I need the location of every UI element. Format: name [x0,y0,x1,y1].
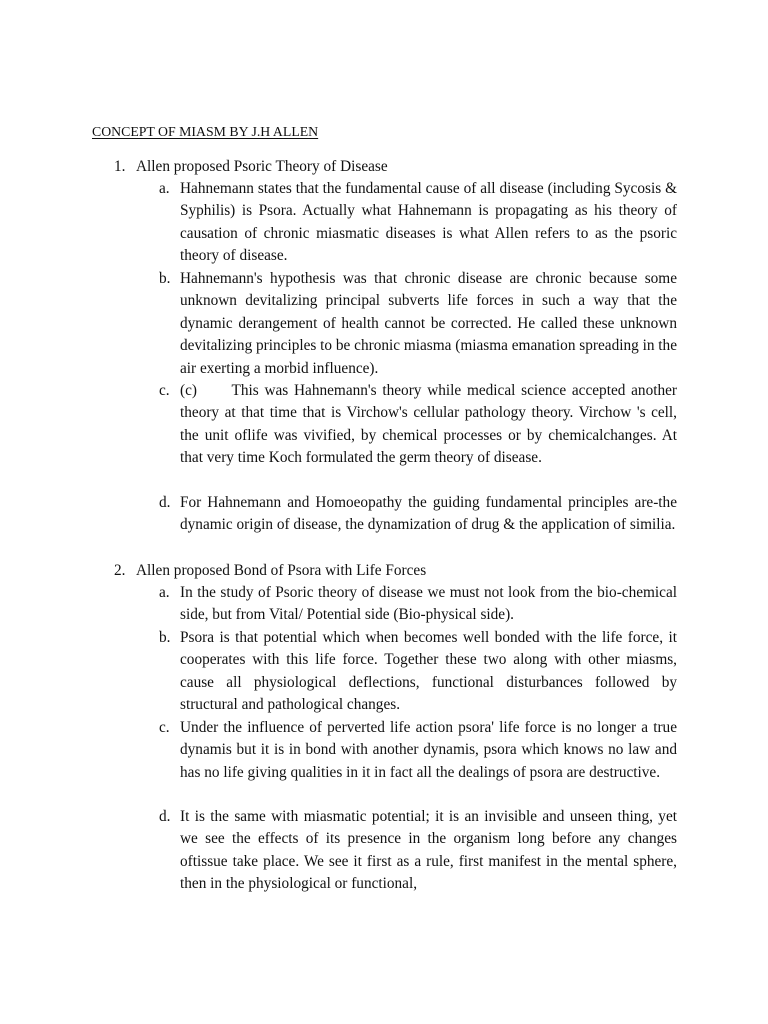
list-item: For Hahnemann and Homoeopathy the guiding fundamental principles are-the dynamic origin of disease, the dynamization of drug & the application of similia. [180,494,677,534]
item-letter: d. [159,808,171,825]
item-letter: c. [159,382,170,399]
item-letter: b. [159,270,171,287]
item-letter: c. [159,719,170,736]
item-letter: b. [159,629,171,646]
list-item: Psora is that potential which when becomes well bonded with the life force, it cooperates with this life force. Together these two along with other miasms, cause all physiological deflections, functional disturbances followed by structural and pathological changes. [180,629,677,714]
list-item: In the study of Psoric theory of disease we must not look from the bio-chemical side, but from Vital/ Potential side (Bio-physical side). [180,584,677,624]
item-letter: a. [159,584,170,601]
item-letter: d. [159,494,171,511]
section-number: 2. [114,562,126,579]
section-number: 1. [114,158,126,175]
list-item: Under the influence of perverted life action psora' life force is no longer a true dynamis but it is in bond with another dynamis, psora which knows no law and has no life giving qualities in it in fact all the dealings of psora are destructive. [180,719,677,781]
list-item: It is the same with miasmatic potential; it is an invisible and unseen thing, yet we see the effects of its presence in the organism long before any changes oftissue take place. We see it first as a rule, first manifest in the mental sphere, then in the physiological or functional, [180,808,677,893]
section-heading: Allen proposed Psoric Theory of Disease [136,158,388,175]
list-item: (c) This was Hahnemann's theory while medical science accepted another theory at that time that is Virchow's cellular pathology theory. Virchow 's cell, the unit oflife was vivified, by chemical processes or by chemicalchanges. At that very time Koch formulated the germ theory of disease. [180,382,677,467]
section-heading: Allen proposed Bond of Psora with Life Forces [136,562,427,579]
list-item: Hahnemann states that the fundamental cause of all disease (including Sycosis & Syphilis) is Psora. Actually what Hahnemann is propagating as his theory of causation of chronic miasmatic diseases is what Allen refers to as the psoric theory of disease. [180,180,677,265]
list-item: Hahnemann's hypothesis was that chronic disease are chronic because some unknown devitalizing principal subverts life forces in such a way that the dynamic derangement of health cannot be corrected. He called these unknown devitalizing principles to be chronic miasma (miasma emanation spreading in the air exerting a morbid influence). [180,270,677,377]
item-letter: a. [159,180,170,197]
document-title: CONCEPT OF MIASM BY J.H ALLEN [92,124,319,139]
